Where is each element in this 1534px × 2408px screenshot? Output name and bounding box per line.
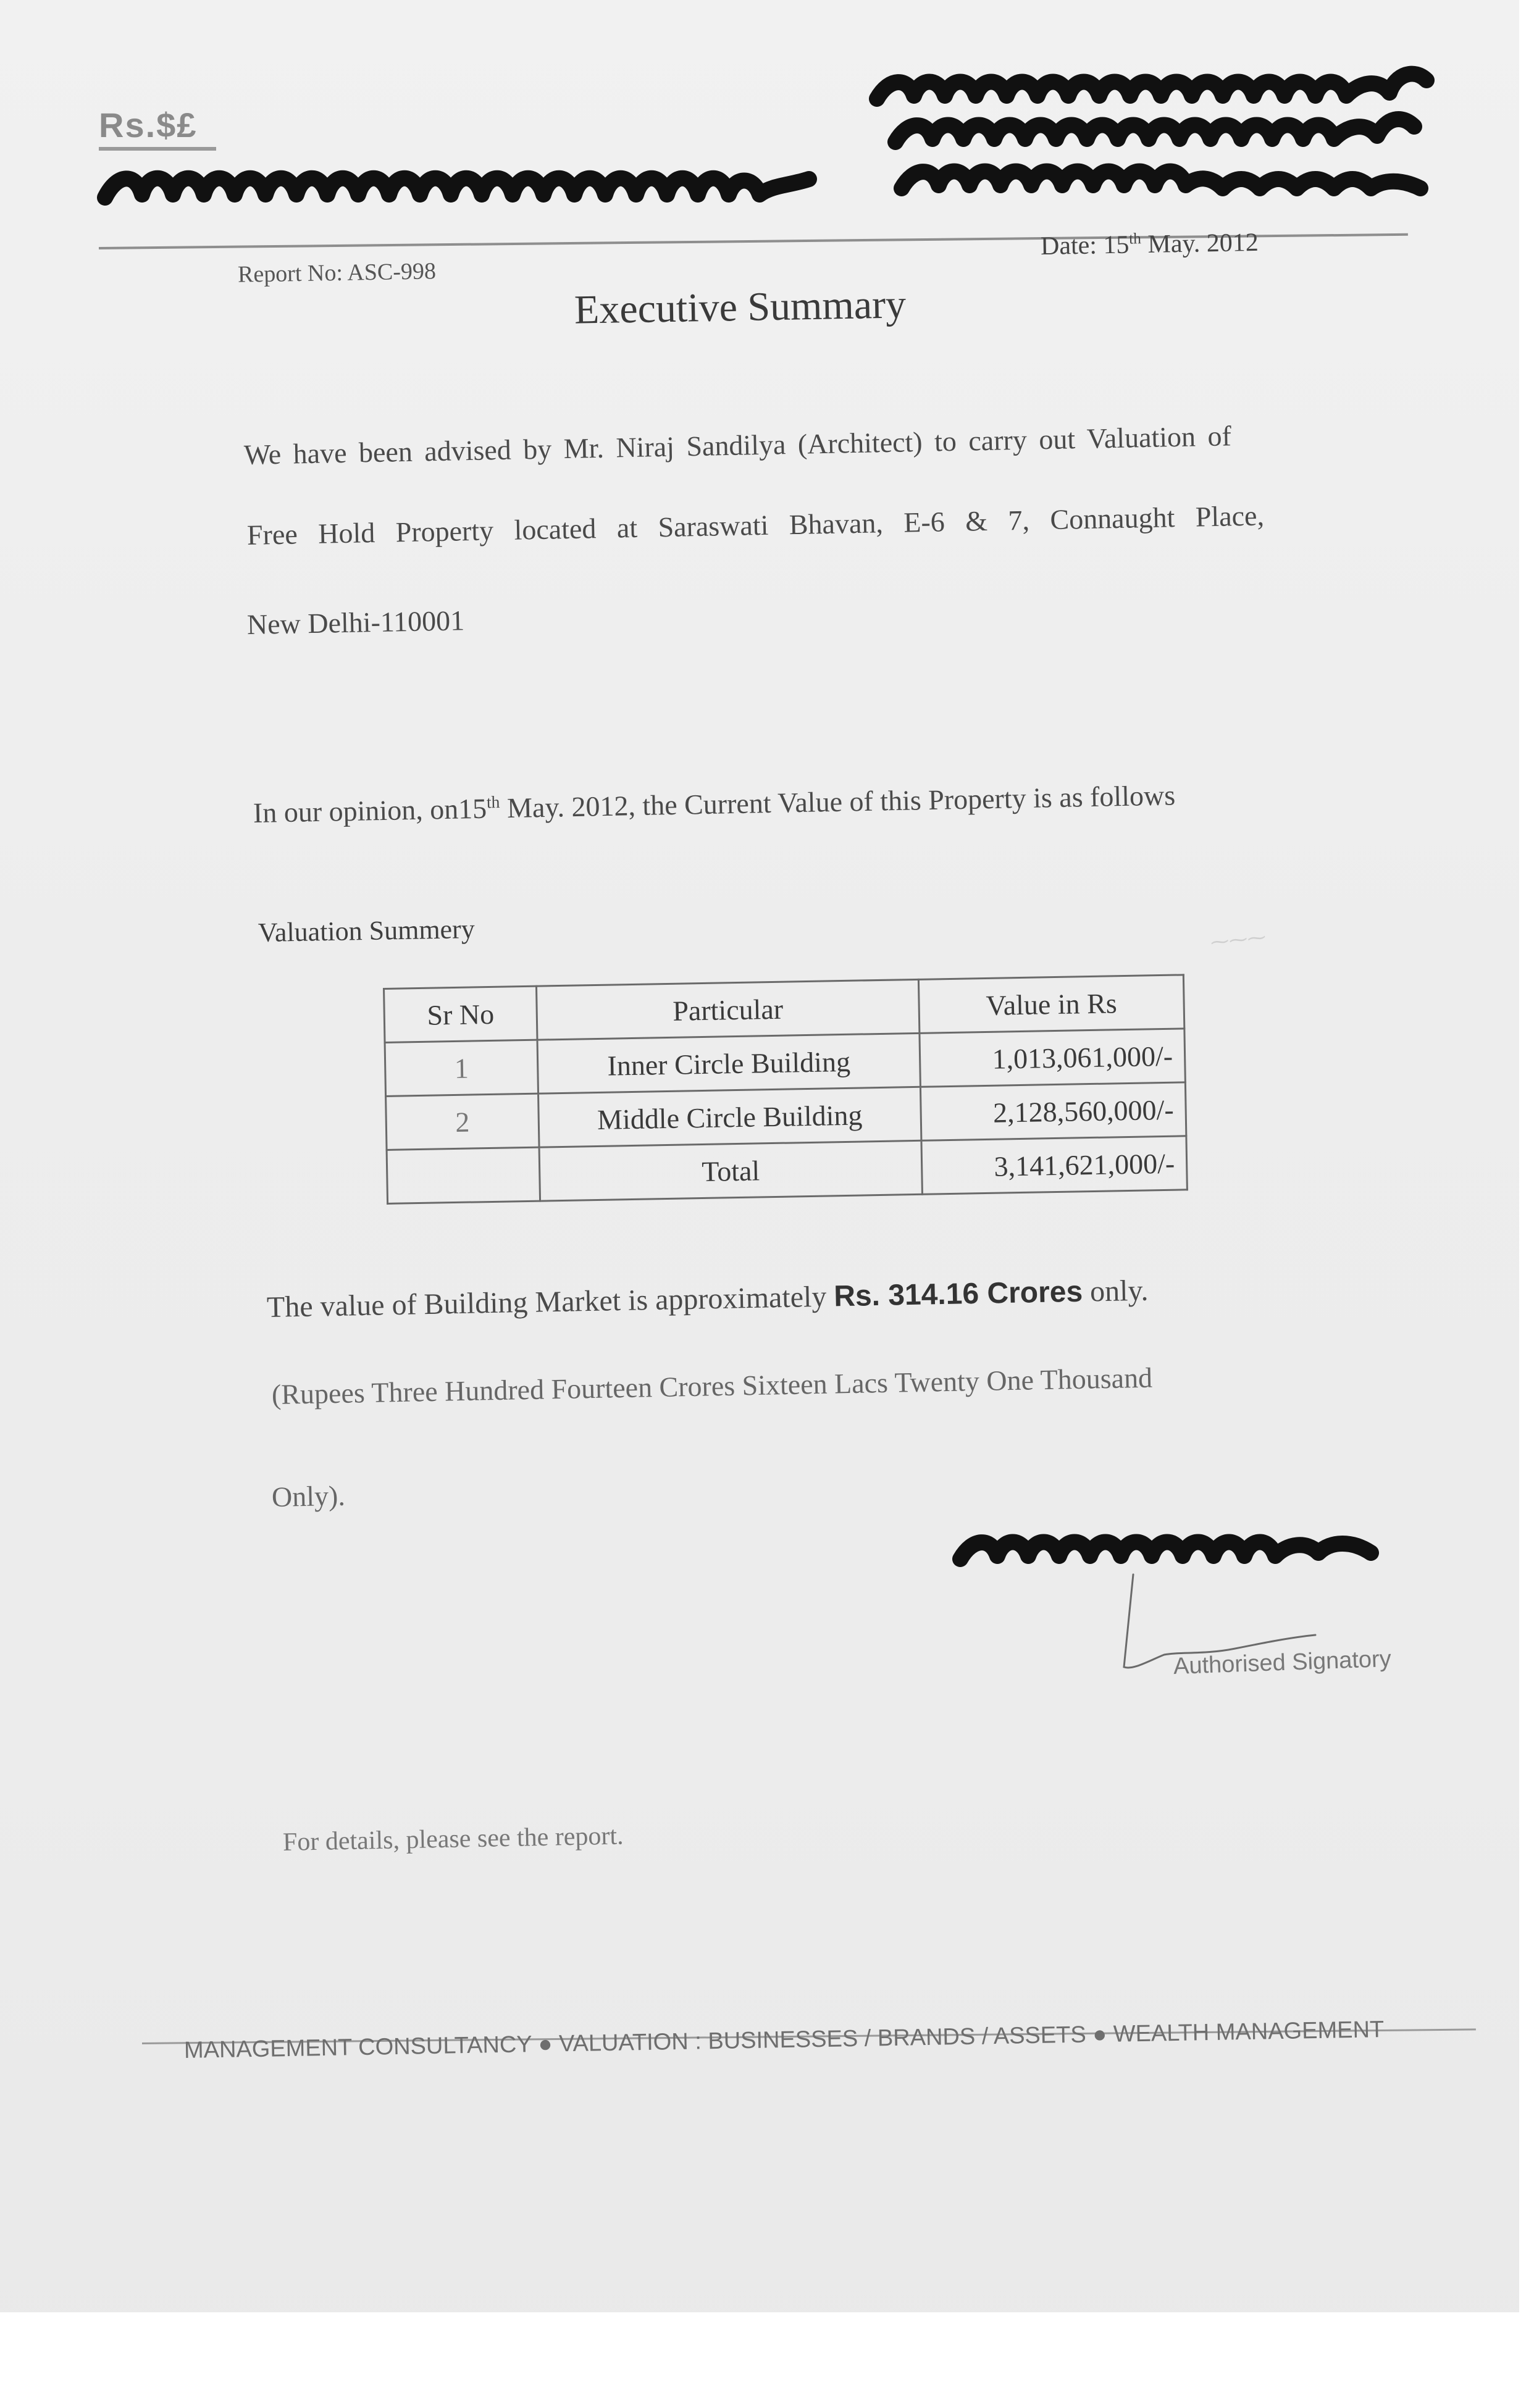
company-logo: Rs.$£ (99, 106, 198, 144)
footer-services: MANAGEMENT CONSULTANCY ● VALUATION : BUSINESSES / BRANDS / ASSETS ● WEALTH MANAGEMENT (183, 2017, 1385, 2063)
valuation-summary-heading: Valuation Summery (258, 913, 476, 948)
header-sr-no: Sr No (384, 986, 537, 1042)
body-line-3: New Delhi-110001 (246, 604, 465, 640)
page-title: Executive Summary (574, 282, 907, 333)
row-value: 1,013,061,000/- (920, 1029, 1185, 1087)
opinion-line: In our opinion, on15th May. 2012, the Current Value of this Property is as follows (253, 779, 1176, 829)
row-particular: Middle Circle Building (539, 1087, 921, 1147)
body-line-2: Free Hold Property located at Saraswati Bhavan, E-6 & 7, Connaught Place, (246, 500, 1265, 551)
row-sr (387, 1147, 540, 1203)
logo-underline (99, 147, 216, 151)
report-number: Report No: ASC-998 (237, 258, 437, 288)
header-particular: Particular (536, 979, 919, 1040)
body-line-1: We have been advised by Mr. Niraj Sandilya (Architect) to carry out Valuation of (243, 420, 1232, 470)
report-date: Date: 15th May. 2012 (1040, 228, 1259, 261)
header-value: Value in Rs (918, 975, 1184, 1033)
authorised-signatory-label: Authorised Signatory (1173, 1645, 1392, 1680)
faint-stamp-mark: ⁓⁓⁓ (1209, 927, 1267, 953)
amount-in-words-line-1: (Rupees Three Hundred Fourteen Crores Sixteen Lacs Twenty One Thousand (271, 1361, 1153, 1410)
market-value-statement: The value of Building Market is approximately Rs. 314.16 Crores only. (266, 1274, 1149, 1324)
market-value-amount: Rs. 314.16 Crores (833, 1275, 1083, 1313)
valuation-table (383, 974, 1188, 1205)
scan-right-margin (1519, 0, 1534, 2408)
row-sr: 1 (385, 1040, 538, 1096)
row-value: 2,128,560,000/- (920, 1082, 1186, 1140)
row-sr: 2 (386, 1093, 539, 1150)
amount-in-words-line-2: Only). (271, 1479, 346, 1513)
signature-scribble (1105, 1562, 1328, 1704)
details-note: For details, please see the report. (282, 1821, 624, 1857)
row-particular: Inner Circle Building (537, 1033, 920, 1093)
redacted-company-name (99, 161, 815, 216)
redacted-address-block (865, 56, 1445, 222)
row-value: 3,141,621,000/- (921, 1136, 1187, 1194)
scan-bottom-margin (0, 2312, 1534, 2408)
row-particular: Total (539, 1140, 922, 1201)
